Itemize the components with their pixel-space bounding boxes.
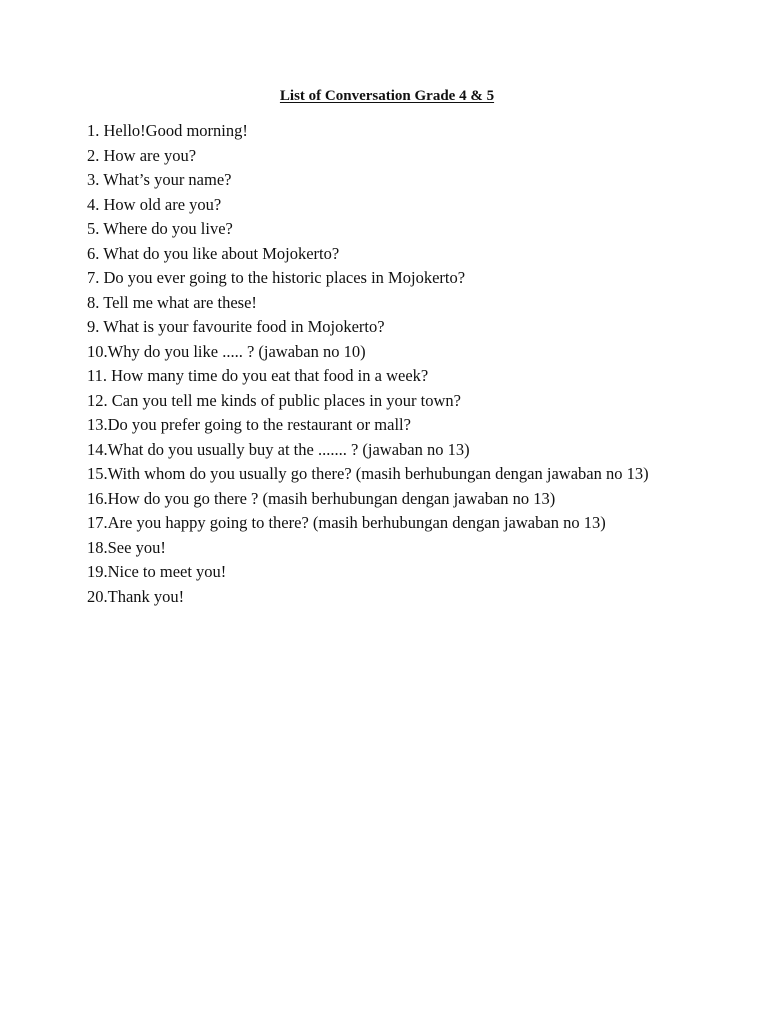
document-title: List of Conversation Grade 4 & 5 [279, 88, 495, 104]
question-item: 18.See you! [87, 537, 166, 557]
question-item: 7. Do you ever going to the historic places in Mojokerto? [87, 268, 466, 287]
question-item: 8. Tell me what are these! [87, 292, 257, 312]
question-item: 14.What do you usually buy at the ....... ? (jawaban no 13) [87, 439, 470, 459]
question-item: 17.Are you happy going to there? (masih berhubungan dengan jawaban no 13) [87, 513, 606, 532]
question-item: 3. What’s your name? [87, 170, 232, 189]
question-item: 19.Nice to meet you! [87, 562, 227, 581]
question-item: 4. How old are you? [87, 194, 222, 214]
question-item: 13.Do you prefer going to the restaurant or mall? [87, 415, 411, 434]
question-list [87, 119, 757, 609]
question-item: 11. How many time do you eat that food in a week? [87, 366, 429, 385]
question-item: 1. Hello!Good morning! [87, 121, 248, 140]
question-item: 9. What is your favourite food in Mojokerto? [87, 317, 385, 336]
question-item: 12. Can you tell me kinds of public places in your town? [87, 390, 461, 410]
question-item: 15.With whom do you usually go there? (masih berhubungan dengan jawaban no 13) [87, 464, 649, 483]
question-item: 20.Thank you! [87, 586, 185, 606]
question-item: 5. Where do you live? [87, 219, 233, 238]
question-item: 2. How are you? [87, 145, 197, 165]
question-item: 10.Why do you like ..... ? (jawaban no 10) [87, 341, 366, 361]
question-item: 6. What do you like about Mojokerto? [87, 243, 340, 263]
question-item: 16.How do you go there ? (masih berhubungan dengan jawaban no 13) [87, 488, 556, 508]
